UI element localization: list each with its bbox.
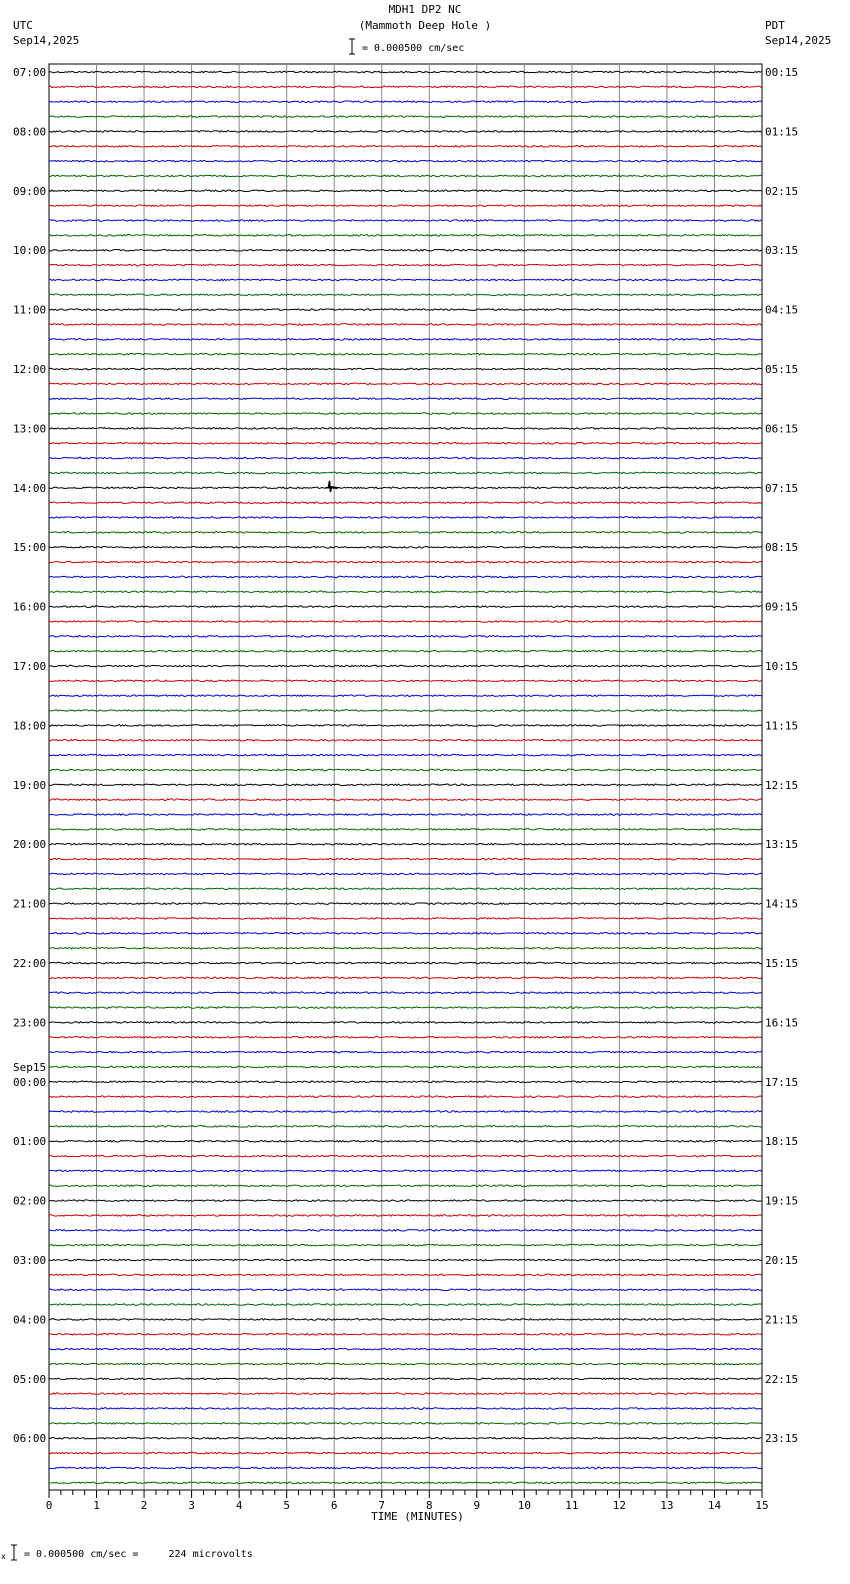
seismic-trace [49,205,762,207]
pdt-hour-label: 06:15 [765,422,799,436]
x-tick-label: 13 [660,1499,674,1512]
seismic-trace [49,739,762,741]
seismic-trace [49,1408,762,1410]
seismic-trace [49,1215,762,1217]
footer-scale-prefix: x [1,1552,6,1561]
utc-hour-label: 13:00 [13,422,47,436]
utc-hour-label: 00:00 [13,1075,47,1089]
seismic-trace [49,784,762,786]
seismic-trace [49,1051,762,1053]
seismic-trace [49,754,762,756]
seismic-trace [49,591,762,593]
pdt-hour-label: 21:15 [765,1313,799,1327]
pdt-hour-label: 11:15 [765,719,799,733]
utc-hour-label: 05:00 [13,1372,47,1386]
seismic-trace [49,1022,762,1024]
seismic-trace [49,339,762,341]
pdt-hour-label: 12:15 [765,778,799,792]
utc-hour-label: 03:00 [13,1254,47,1267]
seismic-trace [49,1126,762,1128]
seismic-trace [49,1007,762,1009]
seismic-trace [49,249,762,251]
pdt-hour-label: 03:15 [765,244,799,258]
seismic-trace [49,1467,762,1469]
station-name: (Mammoth Deep Hole ) [358,19,492,32]
seismic-trace [49,1140,762,1142]
x-tick-label: 15 [755,1499,769,1512]
seismic-trace [49,947,762,949]
scale-text: = 0.000500 cm/sec [362,43,465,54]
utc-hour-label: 22:00 [13,957,47,970]
seismic-trace [49,1333,762,1335]
x-tick-label: 7 [378,1499,386,1512]
seismic-trace [49,472,762,474]
seismic-trace [49,294,762,296]
seismic-trace [49,561,762,563]
seismic-trace [49,175,762,177]
footer-scale-text: = 0.000500 cm/sec = 224 microvolts [24,1549,253,1560]
seismic-trace [49,190,762,192]
utc-hour-label: 14:00 [13,481,47,495]
footer-scale-bar-icon [9,1544,19,1562]
seismic-trace [49,145,762,147]
seismic-trace [49,383,762,385]
seismic-trace [49,977,762,979]
right-timezone: PDT [765,19,785,32]
x-tick-label: 14 [707,1499,722,1512]
utc-hour-label: 11:00 [13,303,47,317]
seismic-trace [49,1244,762,1246]
utc-hour-label: 20:00 [13,838,47,852]
seismic-trace [49,1393,762,1395]
seismic-trace [49,992,762,994]
x-tick-label: 5 [283,1499,290,1512]
pdt-hour-label: 22:15 [765,1372,799,1386]
pdt-hour-label: 01:15 [765,125,799,139]
pdt-hour-label: 04:15 [765,303,799,317]
x-tick-label: 4 [235,1499,243,1512]
utc-hour-label: 07:00 [13,66,47,79]
pdt-hour-label: 07:15 [765,481,799,495]
seismic-trace [49,814,762,816]
date-change-label: Sep15 [13,1060,47,1074]
seismic-trace [49,1348,762,1350]
seismic-event [325,481,337,492]
utc-hour-label: 02:00 [13,1194,47,1208]
x-tick-label: 8 [425,1499,433,1512]
seismic-trace [49,413,762,415]
seismic-trace [49,1274,762,1276]
left-timezone: UTC [13,19,33,32]
seismic-trace [49,695,762,697]
seismic-trace [49,131,762,133]
seismic-trace [49,903,762,905]
pdt-hour-label: 13:15 [765,838,799,852]
seismic-trace [49,1363,762,1365]
seismic-trace [49,858,762,860]
utc-hour-label: 08:00 [13,125,47,139]
station-line: MDH1 DP2 NC [388,3,462,16]
pdt-hour-label: 08:15 [765,541,799,555]
seismic-trace [49,680,762,682]
seismic-trace [49,1170,762,1172]
utc-hour-label: 17:00 [13,660,47,673]
seismic-trace [49,650,762,652]
seismic-trace [49,1378,762,1380]
seismic-trace [49,546,762,548]
seismic-trace [49,86,762,88]
pdt-hour-label: 20:15 [765,1254,799,1267]
x-tick-label: 6 [330,1499,338,1512]
seismic-trace [49,1319,762,1321]
seismic-trace [49,101,762,103]
seismic-trace [49,71,762,73]
x-tick-label: 12 [612,1499,627,1512]
seismic-trace [49,843,762,845]
seismic-trace [49,279,762,281]
seismic-trace [49,769,762,771]
pdt-hour-label: 02:15 [765,184,799,198]
utc-hour-label: 18:00 [13,719,47,733]
seismic-trace [49,264,762,266]
seismic-trace [49,1200,762,1202]
seismic-trace [49,576,762,578]
pdt-hour-label: 18:15 [765,1135,799,1149]
seismic-trace [49,532,762,534]
seismic-trace [49,457,762,459]
seismic-trace [49,502,762,504]
utc-hour-label: 04:00 [13,1313,47,1327]
seismic-trace [49,725,762,727]
seismic-trace [49,1081,762,1083]
seismic-trace [49,933,762,935]
seismic-trace [49,1185,762,1187]
seismic-trace [49,665,762,667]
pdt-hour-label: 17:15 [765,1075,799,1089]
utc-hour-label: 12:00 [13,363,47,376]
seismic-trace [49,1423,762,1425]
seismic-trace [49,442,762,444]
x-tick-label: 11 [565,1499,579,1512]
seismic-trace [49,235,762,237]
seismic-trace [49,1155,762,1157]
seismic-trace [49,1111,762,1113]
pdt-hour-label: 09:15 [765,600,799,614]
seismic-trace [49,1036,762,1038]
right-date: Sep14,2025 [765,34,832,47]
seismic-trace [49,888,762,890]
seismic-trace [49,621,762,623]
x-tick-label: 9 [473,1499,481,1512]
seismic-trace [49,160,762,162]
seismic-trace [49,428,762,430]
seismic-trace [49,710,762,712]
seismic-trace [49,918,762,920]
seismic-trace [49,116,762,118]
x-tick-label: 3 [188,1499,195,1512]
seismic-trace [49,487,762,489]
seismic-trace [49,368,762,370]
utc-hour-label: 01:00 [13,1135,47,1149]
x-tick-label: 1 [93,1499,100,1512]
pdt-hour-label: 10:15 [765,660,799,673]
seismic-trace [49,1259,762,1261]
seismic-trace [49,1066,762,1068]
utc-hour-label: 15:00 [13,541,47,555]
utc-hour-label: 19:00 [13,778,47,792]
utc-hour-label: 09:00 [13,184,47,198]
pdt-hour-label: 23:15 [765,1432,799,1446]
seismic-trace [49,1452,762,1454]
pdt-hour-label: 05:15 [765,363,799,376]
pdt-hour-label: 15:15 [765,957,799,970]
seismic-trace [49,398,762,400]
utc-hour-label: 10:00 [13,244,47,258]
pdt-hour-label: 19:15 [765,1194,799,1208]
seismic-trace [49,636,762,638]
seismic-trace [49,606,762,608]
seismic-trace [49,829,762,831]
left-date: Sep14,2025 [13,34,80,47]
x-tick-label: 2 [140,1499,148,1512]
seismic-trace [49,873,762,875]
utc-hour-label: 21:00 [13,897,47,911]
seismic-trace [49,1289,762,1291]
seismic-trace [49,1304,762,1306]
seismic-trace [49,1482,762,1484]
pdt-hour-label: 00:15 [765,66,799,79]
seismic-trace [49,517,762,519]
pdt-hour-label: 14:15 [765,897,799,911]
seismic-trace [49,1096,762,1098]
utc-hour-label: 23:00 [13,1016,47,1030]
plot-frame [49,64,762,1490]
seismic-trace [49,1230,762,1232]
x-tick-label: 10 [517,1499,531,1512]
seismic-trace [49,799,762,801]
x-tick-label: 0 [45,1499,53,1512]
seismic-trace [49,324,762,326]
seismic-trace [49,1437,762,1439]
seismic-trace [49,309,762,311]
utc-hour-label: 06:00 [13,1432,47,1446]
seismic-trace [49,353,762,355]
seismic-trace [49,220,762,222]
utc-hour-label: 16:00 [13,600,47,614]
x-axis-label: TIME (MINUTES) [371,1510,464,1523]
seismic-trace [49,962,762,964]
pdt-hour-label: 16:15 [765,1016,799,1030]
